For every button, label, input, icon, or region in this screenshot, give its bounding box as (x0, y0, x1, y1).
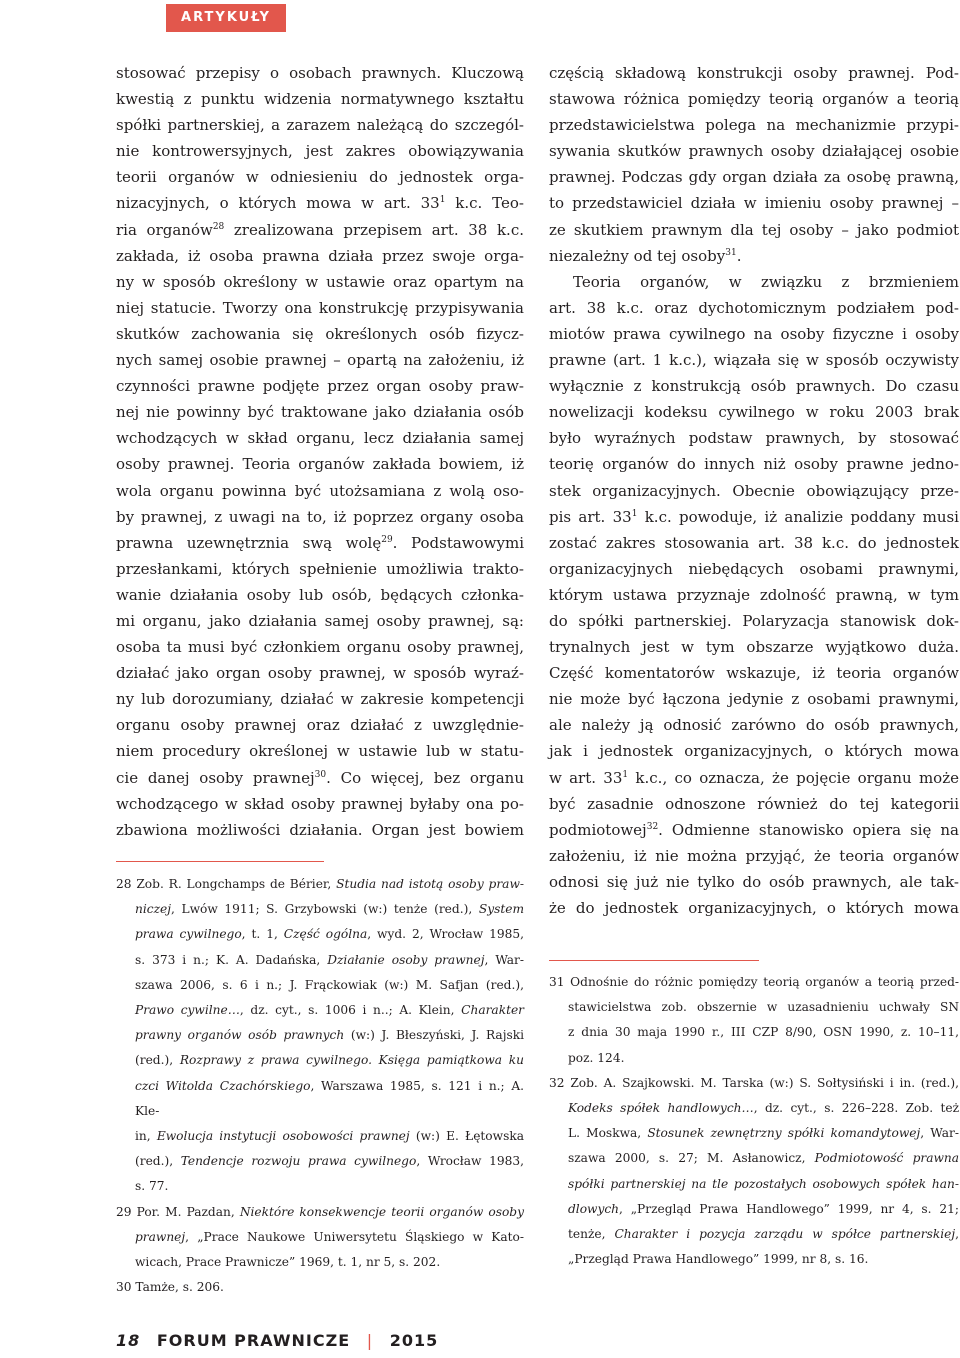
text-line: organizacyjnych niebędących osobami prawnymi, (549, 559, 959, 578)
text-line: podmiotowej$^{32}$. Odmienne stanowisko opiera się na (549, 820, 959, 839)
journal-title: FORUM PRAWNICZE (156, 1331, 351, 1350)
text-line: Teoria organów, w związku z brzmieniem (573, 272, 959, 291)
text-line: działać jako organ osoby prawnej, w sposób wyraź- (116, 664, 524, 683)
text-line: prawne (art. 1 k.c.), wiązała się w sposób oczywisty (549, 351, 959, 370)
footnote-line: (red.), Tendencje rozwoju prawa cywilnego, Wrocław 1983, (135, 1154, 524, 1169)
text-line: zakłada, iż osoba prawna działa przez swoje orga- (116, 246, 524, 265)
text-line: przedstawicielstwa polega na mechanizmie przypi- (549, 116, 959, 135)
text-line: niem procedury określonej w ustawie lub w statu- (116, 742, 524, 761)
text-line: stawowa różnica pomiędzy teorią organów a teorią (549, 90, 959, 109)
footnote-line: z dnia 30 maja 1990 r., III CZP 8/90, OSN 1990, z. 10–11, (568, 1025, 959, 1040)
text-line: teorię organów do innych niż osoby prawne jedno- (549, 455, 959, 474)
text-line: kwestią z punktu widzenia normatywnego kształtu (116, 90, 524, 109)
text-line: prawna uzewnętrznia swą wolę$^{29}$. Podstawowymi (116, 533, 524, 552)
text-line: nie może być łączona jedynie z osobami prawnymi, (549, 690, 959, 709)
text-line: częścią składową konstrukcji osoby prawnej. Pod- (549, 64, 959, 82)
text-line: skutków zachowania się określonych osób fizycz- (116, 324, 524, 343)
footnote-line: „Przegląd Prawa Handlowego” 1999, nr 8, s. 16. (568, 1252, 869, 1267)
text-line: nych samej osobie prawnej – opartą na założeniu, iż (116, 351, 524, 370)
footnote-line: in, Ewolucja instytucji osobowości prawnej (w:) E. Łętowska (135, 1129, 524, 1144)
text-line: ny lub dorozumiany, działać w zakresie kompetencji (116, 690, 524, 709)
text-line: wanie działania osoby lub osób, będących członka- (116, 585, 524, 604)
text-line: stosować przepisy o osobach prawnych. Kluczową (116, 64, 524, 82)
footnote-line: tenże, Charakter i pozycja zarządu w spółce partnerskiej, (568, 1227, 960, 1242)
text-line: spółki partnerskiej, a zarazem należącą do szczegól- (116, 116, 524, 135)
text-line: osoba ta musi być członkiem organu osoby prawnej, (116, 638, 524, 657)
text-line: Część komentatorów wskazuje, iż teoria organów (549, 664, 959, 683)
footnote-line: szawa 2006, s. 6 i n.; J. Frąckowiak (w:) M. Safjan (red.), (135, 977, 524, 992)
text-line: ny w sposób określony w ustawie oraz opartym na (116, 272, 524, 291)
footnote-line: 29 Por. M. Pazdan, Niektóre konsekwencje teorii organów osoby (116, 1204, 524, 1219)
text-line: art. 38 k.c. oraz dychotomicznym podziałem pod- (549, 298, 959, 317)
text-line: teorii organów w odniesieniu do jednostek orga- (116, 168, 524, 187)
footnote-line: s. 77. (135, 1179, 169, 1194)
text-line: by prawnej, z uwagi na to, iż poprzez organy osoba (116, 507, 524, 526)
page-number: 18 (116, 1331, 141, 1350)
footnote-line: L. Moskwa, Stosunek zewnętrzny spółki komandytowej, War- (568, 1126, 959, 1141)
text-line: być zasadnie odnoszone również do tej kategorii (549, 794, 959, 813)
footnotes-right (549, 970, 959, 1272)
text-line: jak i jednostek organizacyjnych, o których mowa (549, 742, 959, 761)
text-line: pis art. $33^1$ k.c. powoduje, iż analizie poddany musi (549, 507, 959, 526)
text-line: ale należy ją odnosić zarówno do osób prawnych, (549, 716, 959, 735)
text-line: niej statucie. Tworzy ona konstrukcję przypisywania (116, 298, 524, 317)
text-line: że do jednostek organizacyjnych, o których mowa (549, 899, 959, 917)
footnotes-left (116, 872, 524, 1300)
text-line: nie kontrowersyjnych, jest zakres obowiązywania (116, 142, 524, 161)
footnote-line: prawny organów osób prawnych (w:) J. Błeszyński, J. Rajski (135, 1028, 525, 1043)
text-line: którym ustawa przyznaje zdolność prawną, w tym (549, 585, 959, 604)
text-line: było wyraźnych podstaw prawnych, by stosować (549, 429, 959, 448)
text-line: zostać zakres stosowania art. 38 k.c. do jednostek (549, 533, 959, 552)
text-line: do spółki partnerskiej. Polaryzacja stanowisk dok- (549, 611, 959, 630)
text-line: zbawiona możliwości działania. Organ jest bowiem (116, 820, 524, 839)
text-line: w art. $33^1$ k.c., co oznacza, że pojęcie organu może (549, 768, 959, 787)
footnote-line: s. 373 i n.; K. A. Dadańska, Działanie osoby prawnej, War- (135, 952, 524, 967)
right-text-column (549, 60, 959, 921)
footnote-line: 31 Odnośnie do różnic pomiędzy teorią organów a teorią przed- (549, 975, 959, 989)
footnote (116, 872, 524, 1200)
footnote-line: 28 Zob. R. Longchamps de Bérier, Studia nad istotą osoby praw- (116, 877, 524, 891)
section-badge: ARTYKUŁY (166, 4, 286, 32)
text-line: stek organizacyjnych. Obecnie obowiązujący prze- (549, 481, 959, 500)
footnote-line: 32 Zob. A. Szajkowski. M. Tarska (w:) S. Sołtysiński i in. (red.), (549, 1075, 959, 1090)
footnote-line: dlowych, „Przegląd Prawa Handlowego” 1999, nr 4, s. 21; (568, 1201, 959, 1216)
text-line: prawnej. Podczas gdy organ działa za osobę prawną, (549, 168, 959, 187)
text-line: osoby prawnej. Teoria organów zakłada bowiem, iż (116, 455, 524, 474)
text-line: nizacyjnych, o których mowa w art. $33^1$ k.c. Teo- (116, 194, 524, 213)
footnote-line: stawicielstwa zob. obszernie w uzasadnieniu uchwały SN (568, 1000, 959, 1015)
left-text-column (116, 60, 524, 843)
text-line: wyłącznie z konstrukcją osób prawnych. Do czasu (549, 377, 959, 396)
text-line: odnosi się już nie tylko do osób prawnych, ale tak- (549, 872, 959, 891)
footnote (116, 1275, 524, 1300)
text-line: ze skutkiem prawnym dla tej osoby – jako podmiot (549, 220, 959, 239)
footnote-line: wicach, Prace Prawnicze” 1969, t. 1, nr 5, s. 202. (135, 1255, 441, 1270)
text-line: trynalnych jest w tym obszarze wyjątkowo duża. (549, 638, 959, 657)
text-line: wola organu powinna być utożsamiana z wolą oso- (116, 481, 524, 500)
footnote-line: szawa 2000, s. 27; M. Asłanowicz, Podmiotowość prawna (568, 1151, 960, 1166)
footnote (549, 1071, 959, 1273)
journal-year: 2015 (389, 1331, 439, 1350)
text-line: czynności prawne podjęte przez organ osoby praw- (116, 377, 524, 396)
text-line: przesłankami, których spełnienie umożliwia trakto- (116, 559, 524, 578)
text-line: ria organów$^{28}$ zrealizowana przepisem art. 38 k.c. (116, 220, 524, 239)
footnote (549, 970, 959, 1071)
text-line: sywania skutków prawnych osoby działającej osobie (549, 142, 959, 161)
text-line: organu osoby prawnej oraz działać z uwzględnie- (116, 716, 524, 735)
footnote-line: Kodeks spółek handlowych…, dz. cyt., s. 226–228. Zob. też (568, 1101, 959, 1116)
footnote-line: poz. 124. (568, 1050, 625, 1065)
footnote-line: niczej, Lwów 1911; S. Grzybowski (w:) tenże (red.), System (135, 902, 524, 917)
footnote-line: spółki partnerskiej na tle pozostałych osobowych spółek han- (568, 1176, 959, 1191)
text-line: nej nie powinny być traktowane jako działania osób (116, 403, 524, 422)
footnote-line: Prawo cywilne…, dz. cyt., s. 1006 i n..; A. Klein, Charakter (135, 1003, 525, 1018)
text-line: to przedstawiciel działa w imieniu osoby prawnej – (549, 194, 959, 213)
text-line: mi organu, jako działania samej osoby prawnej, są: (116, 611, 524, 630)
text-line: założeniu, iż nie można przyjąć, że teoria organów (549, 846, 959, 865)
text-line: nowelizacji kodeksu cywilnego w roku 2003 brak (549, 403, 959, 422)
footnote-line: czci Witolda Czachórskiego, Warszawa 1985, s. 121 i n.; A. Kle- (135, 1078, 524, 1118)
text-line: wchodzącego w skład osoby prawnej byłaby ona po- (116, 794, 524, 813)
footnote-line: 30 Tamże, s. 206. (116, 1280, 224, 1295)
footnote-line: prawnej, „Prace Naukowe Uniwersytetu Śląskiego w Kato- (135, 1229, 524, 1244)
page-footer (116, 1331, 438, 1350)
footnote-line: (red.), Rozprawy z prawa cywilnego. Księga pamiątkowa ku (135, 1053, 524, 1068)
footnote-divider-right (549, 960, 759, 961)
text-line: wchodzących w skład organu, lecz działania samej (116, 429, 524, 448)
footer-separator: | (366, 1331, 374, 1350)
text-line: cie danej osoby prawnej$^{30}$. Co więcej, bez organu (116, 768, 524, 787)
footnote-line: prawa cywilnego, t. 1, Część ogólna, wyd. 2, Wrocław 1985, (135, 927, 524, 942)
text-line: niezależny od tej osoby$^{31}$. (549, 246, 742, 265)
footnote-divider-left (116, 861, 324, 862)
text-line: miotów prawa cywilnego na osoby fizyczne i osoby (549, 324, 959, 343)
footnote (116, 1200, 524, 1276)
